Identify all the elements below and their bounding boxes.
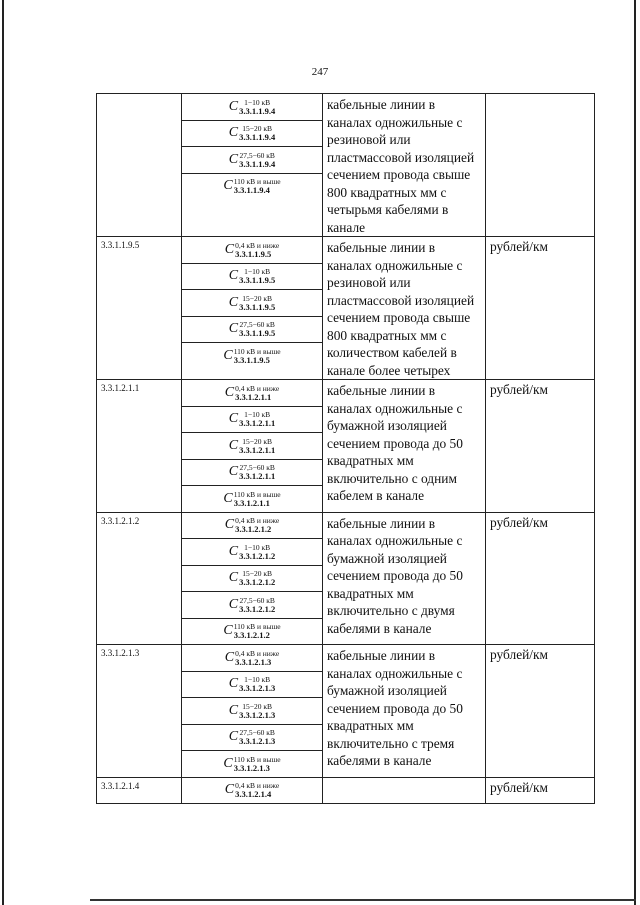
cost-symbol — [182, 290, 322, 317]
cost-symbol-formula — [223, 756, 280, 772]
cost-symbol-formula — [223, 491, 280, 507]
table-row — [97, 645, 595, 778]
row-description: кабельные линии в каналах одножильные с резиновой или пластмассовой изоляцией сечением провода свыше 800 квадратных мм с четырьмя кабелями в канале — [323, 94, 486, 237]
code-subscript: 3.3.1.2.1.2 — [233, 630, 270, 641]
cost-symbol-indices — [239, 703, 275, 719]
cost-symbol-formula — [225, 782, 279, 798]
voltage-superscript: 110 кВ и выше — [233, 622, 281, 632]
cost-symbol-letter: C — [228, 321, 239, 337]
code-subscript: 3.3.1.2.1.2 — [239, 577, 276, 588]
code-subscript: 3.3.1.2.1.1 — [239, 444, 276, 455]
cost-symbol-letter: C — [228, 125, 239, 141]
cost-symbol-formula — [225, 385, 279, 401]
code-subscript: 3.3.1.2.1.3 — [239, 709, 276, 720]
cost-symbol-indices — [235, 242, 279, 258]
cost-symbol-formula — [225, 242, 279, 258]
cost-symbol-letter: C — [228, 702, 239, 718]
cost-symbol-letter: C — [228, 676, 239, 692]
cost-symbol — [182, 486, 322, 512]
cost-symbol-indices — [239, 464, 275, 480]
cost-symbol — [182, 343, 322, 369]
voltage-superscript: 0,4 кВ и ниже — [235, 383, 280, 393]
cost-symbol-formula — [229, 544, 275, 560]
cost-symbol-formula — [229, 125, 275, 141]
cost-symbol-letter: C — [228, 294, 239, 310]
voltage-superscript: 0,4 кВ и ниже — [235, 516, 280, 526]
voltage-superscript: 27,5−60 кВ — [239, 728, 275, 738]
voltage-superscript: 1−10 кВ — [244, 410, 271, 420]
row-description — [323, 777, 486, 804]
voltage-superscript: 0,4 кВ и ниже — [235, 240, 280, 250]
row-code: 3.3.1.2.1.2 — [97, 512, 182, 645]
cost-symbol-formula — [229, 597, 275, 613]
cost-symbol-letter: C — [228, 543, 239, 559]
cost-symbol-letter: C — [223, 623, 233, 639]
cost-symbol-indices — [235, 517, 279, 533]
code-subscript: 3.3.1.2.1.1 — [235, 391, 272, 402]
symbol-column — [182, 380, 323, 513]
voltage-superscript: 15−20 кВ — [242, 293, 273, 303]
cost-symbol-indices — [239, 295, 275, 311]
voltage-superscript: 110 кВ и выше — [233, 177, 281, 187]
code-subscript: 3.3.1.1.9.4 — [233, 185, 270, 196]
row-unit: рублей/км — [486, 380, 595, 513]
row-code: 3.3.1.1.9.5 — [97, 237, 182, 380]
cost-symbol-formula — [225, 650, 279, 666]
cost-symbol-indices — [239, 125, 275, 141]
row-unit: рублей/км — [486, 777, 595, 804]
row-code: 3.3.1.2.1.3 — [97, 645, 182, 778]
row-code: 3.3.1.2.1.1 — [97, 380, 182, 513]
cost-symbol — [182, 121, 322, 148]
cost-symbol-indices — [235, 385, 279, 401]
voltage-superscript: 27,5−60 кВ — [239, 595, 275, 605]
code-subscript: 3.3.1.1.9.4 — [239, 132, 276, 143]
cost-symbol-indices — [239, 411, 275, 427]
cost-symbol-indices — [239, 321, 275, 337]
code-subscript: 3.3.1.2.1.1 — [239, 471, 276, 482]
cost-symbol — [182, 539, 322, 566]
cost-symbol — [182, 317, 322, 344]
cost-symbol-formula — [229, 99, 275, 115]
code-subscript: 3.3.1.2.1.3 — [239, 736, 276, 747]
cost-symbol — [182, 619, 322, 645]
scan-border-right — [634, 0, 636, 905]
cost-symbol — [182, 672, 322, 699]
voltage-superscript: 27,5−60 кВ — [239, 463, 275, 473]
symbol-column — [182, 94, 323, 237]
code-subscript: 3.3.1.2.1.3 — [233, 762, 270, 773]
symbol-column — [182, 512, 323, 645]
row-unit: рублей/км — [486, 512, 595, 645]
cost-symbol-formula — [223, 348, 280, 364]
cost-symbol-indices — [235, 650, 279, 666]
table-row — [97, 512, 595, 645]
cost-symbol-letter: C — [228, 464, 239, 480]
cost-symbol-formula — [229, 321, 275, 337]
voltage-superscript: 110 кВ и выше — [233, 489, 281, 499]
cost-symbol — [182, 566, 322, 593]
cost-symbol — [182, 264, 322, 291]
cost-symbol-letter: C — [224, 649, 235, 665]
row-code — [97, 94, 182, 237]
cost-symbol — [182, 380, 322, 407]
cost-symbol-indices — [239, 152, 275, 168]
cost-symbol — [182, 433, 322, 460]
cost-symbol — [182, 751, 322, 777]
code-subscript: 3.3.1.2.1.1 — [233, 497, 270, 508]
voltage-superscript: 1−10 кВ — [244, 675, 271, 685]
code-subscript: 3.3.1.2.1.1 — [239, 418, 276, 429]
cost-symbol-formula — [229, 411, 275, 427]
cost-symbol-indices — [239, 268, 275, 284]
scan-border-bottom — [90, 899, 636, 901]
code-subscript: 3.3.1.1.9.5 — [239, 275, 276, 286]
voltage-superscript: 27,5−60 кВ — [239, 150, 275, 160]
cost-symbol-letter: C — [228, 98, 239, 114]
voltage-superscript: 15−20 кВ — [242, 569, 273, 579]
cost-symbol — [182, 645, 322, 672]
cost-symbol-letter: C — [223, 755, 233, 771]
cost-symbol — [182, 460, 322, 487]
voltage-superscript: 15−20 кВ — [242, 701, 273, 711]
cost-symbol — [182, 778, 322, 804]
code-subscript: 3.3.1.1.9.4 — [239, 158, 276, 169]
cost-symbol — [182, 94, 322, 121]
cost-symbol-letter: C — [224, 241, 235, 257]
cost-symbol-indices — [239, 544, 275, 560]
cost-symbol-formula — [229, 438, 275, 454]
cost-symbol-letter: C — [228, 411, 239, 427]
cost-symbol-letter: C — [228, 596, 239, 612]
code-subscript: 3.3.1.2.1.3 — [235, 656, 272, 667]
code-subscript: 3.3.1.2.1.2 — [239, 603, 276, 614]
cost-symbol-letter: C — [228, 570, 239, 586]
symbol-column — [182, 237, 323, 380]
voltage-superscript: 15−20 кВ — [242, 124, 273, 134]
table-row — [97, 94, 595, 237]
cost-symbol — [182, 513, 322, 540]
row-unit: рублей/км — [486, 645, 595, 778]
cost-symbol-formula — [223, 623, 280, 639]
row-code: 3.3.1.2.1.4 — [97, 777, 182, 804]
voltage-superscript: 1−10 кВ — [244, 267, 271, 277]
cost-symbol-indices — [234, 623, 281, 639]
code-subscript: 3.3.1.2.1.2 — [235, 524, 272, 535]
symbol-column — [182, 777, 323, 804]
cost-symbol-letter: C — [224, 384, 235, 400]
code-subscript: 3.3.1.2.1.2 — [239, 550, 276, 561]
code-subscript: 3.3.1.1.9.5 — [233, 354, 270, 365]
scan-border-left — [2, 0, 4, 905]
code-subscript: 3.3.1.2.1.3 — [239, 683, 276, 694]
voltage-superscript: 1−10 кВ — [244, 542, 271, 552]
voltage-superscript: 15−20 кВ — [242, 436, 273, 446]
voltage-superscript: 0,4 кВ и ниже — [235, 648, 280, 658]
cost-symbol-formula — [229, 268, 275, 284]
cost-symbol-letter: C — [224, 517, 235, 533]
cost-symbol-indices — [234, 178, 281, 194]
voltage-superscript: 110 кВ и выше — [233, 346, 281, 356]
cost-symbol — [182, 407, 322, 434]
cost-symbol-formula — [229, 729, 275, 745]
cost-symbol-letter: C — [228, 151, 239, 167]
page-number: 247 — [311, 66, 329, 78]
cost-symbol-formula — [223, 178, 280, 194]
voltage-superscript: 27,5−60 кВ — [239, 320, 275, 330]
cost-symbol-indices — [239, 438, 275, 454]
cost-symbol-indices — [239, 570, 275, 586]
cost-symbol-indices — [239, 676, 275, 692]
cost-symbol-indices — [234, 491, 281, 507]
cost-symbol — [182, 147, 322, 174]
cost-symbol-letter: C — [224, 782, 235, 798]
cost-symbol-formula — [229, 676, 275, 692]
code-subscript: 3.3.1.1.9.5 — [239, 301, 276, 312]
symbol-column — [182, 645, 323, 778]
cost-symbol-formula — [229, 295, 275, 311]
row-description: кабельные линии в каналах одножильные с бумажной изоляцией сечением провода до 50 квадратных мм включительно с тремя кабелями в канале — [323, 645, 486, 778]
cost-symbol — [182, 592, 322, 619]
cost-symbol-indices — [239, 99, 275, 115]
row-unit — [486, 94, 595, 237]
cost-symbol-letter: C — [228, 729, 239, 745]
cost-symbol-letter: C — [223, 178, 233, 194]
table-row — [97, 380, 595, 513]
cost-symbol-indices — [239, 729, 275, 745]
cost-symbol-indices — [234, 756, 281, 772]
voltage-superscript: 0,4 кВ и ниже — [235, 781, 280, 791]
cost-symbol-letter: C — [228, 268, 239, 284]
tariff-table — [96, 93, 595, 804]
cost-symbol-letter: C — [223, 347, 233, 363]
code-subscript: 3.3.1.1.9.5 — [235, 248, 272, 259]
cost-symbol-formula — [229, 152, 275, 168]
cost-symbol-formula — [225, 517, 279, 533]
cost-symbol — [182, 698, 322, 725]
cost-symbol-formula — [229, 703, 275, 719]
cost-symbol-formula — [229, 570, 275, 586]
code-subscript: 3.3.1.2.1.4 — [235, 789, 272, 800]
row-description: кабельные линии в каналах одножильные с бумажной изоляцией сечением провода до 50 квадратных мм включительно с одним кабелем в канале — [323, 380, 486, 513]
table-row — [97, 777, 595, 804]
voltage-superscript: 110 кВ и выше — [233, 754, 281, 764]
cost-symbol-indices — [234, 348, 281, 364]
row-description: кабельные линии в каналах одножильные с бумажной изоляцией сечением провода до 50 квадратных мм включительно с двумя кабелями в канале — [323, 512, 486, 645]
cost-symbol — [182, 725, 322, 752]
table-row — [97, 237, 595, 380]
code-subscript: 3.3.1.1.9.4 — [239, 105, 276, 116]
code-subscript: 3.3.1.1.9.5 — [239, 328, 276, 339]
cost-symbol-indices — [239, 597, 275, 613]
cost-symbol-indices — [235, 782, 279, 798]
cost-symbol-formula — [229, 464, 275, 480]
row-description: кабельные линии в каналах одножильные с резиновой или пластмассовой изоляцией сечением провода свыше 800 квадратных мм с количеством кабелей в канале более четырех — [323, 237, 486, 380]
row-unit: рублей/км — [486, 237, 595, 380]
cost-symbol-letter: C — [228, 437, 239, 453]
cost-symbol-letter: C — [223, 490, 233, 506]
cost-symbol — [182, 174, 322, 200]
cost-symbol — [182, 237, 322, 264]
voltage-superscript: 1−10 кВ — [244, 97, 271, 107]
